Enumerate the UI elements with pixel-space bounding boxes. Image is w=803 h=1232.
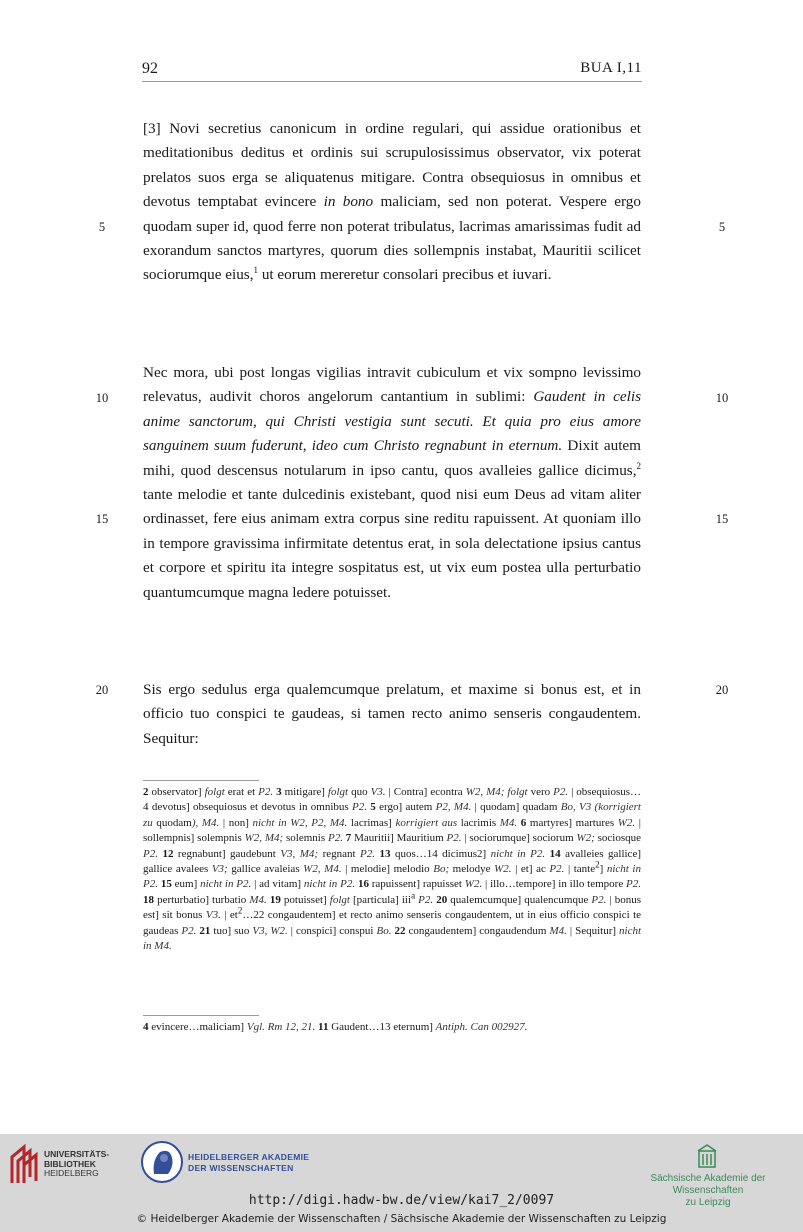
text-run: lacrimis <box>457 816 500 829</box>
saw-line-1: Sächsische Akademie der Wissenschaften <box>650 1173 766 1196</box>
text-run: observator] <box>148 786 205 798</box>
text-run: Bo. <box>376 924 392 937</box>
ub-line-2: BIBLIOTHEK <box>44 1158 96 1169</box>
text-run: P2. <box>549 863 565 876</box>
text-run: Mauritii] Mauritium <box>351 832 447 845</box>
text-run: P2. <box>591 893 607 906</box>
copyright-notice: © Heidelberger Akademie der Wissenschaften / Sächsische Akademie der Wissenschaften zu Leipzig <box>136 1213 667 1225</box>
text-run: V3, M4; <box>280 847 319 860</box>
text-run: congaudentem] congaudendum <box>405 924 550 937</box>
text-run: ergo] autem <box>375 801 436 814</box>
text-run: nicht in P2. <box>490 847 546 860</box>
text-run: 19 <box>269 893 281 906</box>
text-run: 12 <box>162 847 174 860</box>
text-run: quo <box>348 786 371 798</box>
line-number-right-10: 10 <box>715 391 729 405</box>
text-run: | ad vitam] <box>251 878 304 891</box>
text-run: mitigare] <box>281 786 328 798</box>
text-run: | conspici] conspui <box>287 924 377 937</box>
text-run: folgt <box>204 786 225 798</box>
text-run: melodye <box>449 863 495 876</box>
text-run: nicht in P2. <box>303 878 356 891</box>
hadw-line-1: HEIDELBERGER AKADEMIE <box>188 1152 310 1162</box>
academy-seal-icon <box>140 1140 184 1184</box>
text-run: V3. <box>205 909 221 922</box>
text-run: qualemcumque] qualencumque <box>447 893 592 906</box>
permalink-url[interactable]: http://digi.hadw-bw.de/view/kai7_2/0097 <box>248 1193 555 1208</box>
text-run: W2, M4. <box>303 863 342 876</box>
text-run: ), M4. <box>191 816 220 829</box>
source-notes <box>143 1020 641 1035</box>
text-run: 21 <box>199 924 211 937</box>
header-rule <box>142 81 642 82</box>
text-run: …22 congaudentem] et recto animo senseris congaudentem, ut in eius officio conspici te gaudeas <box>143 909 642 937</box>
text-run: 4 <box>143 1021 149 1033</box>
text-run: V3, W2. <box>252 924 288 937</box>
text-run: quos…14 dicimus2] <box>390 847 491 860</box>
text-run: eum] <box>171 878 201 891</box>
text-run: Antiph. Can 002927. <box>435 1021 528 1033</box>
text-run: M4. <box>499 816 518 829</box>
line-number-left-5: 5 <box>98 220 106 234</box>
text-run: 1 <box>253 265 259 276</box>
text-run: [3] Novi secretius canonicum in ordine regulari, qui assidue orationibus et meditationibus deditus et ordinis sui scrupulosissimus observator, vix poterat prelatos suos erga se aliquatenus mitigare. Contra obsequiosus in omnibus et devotus temptabat evincere <box>143 120 641 211</box>
text-run: | quodam] quadam <box>471 801 561 814</box>
text-run: 2 <box>237 905 243 916</box>
text-run: V3; <box>211 863 228 876</box>
text-run: W2. <box>494 863 512 876</box>
text-run: 22 <box>394 924 406 937</box>
text-run: tuo] suo <box>210 924 253 937</box>
text-run: quodam <box>152 816 192 829</box>
text-run: | obsequiosus…4 devotus] obsequiosus et devotus in omnibus <box>143 786 642 814</box>
text-run: | bonus est] sit bonus <box>143 893 642 922</box>
text-run: sociosque <box>594 832 641 845</box>
text-run: folgt <box>327 786 349 798</box>
text-run: lacrimas] <box>347 816 396 829</box>
paragraph-2 <box>143 361 641 605</box>
text-run: Bo, V3 (korrigiert zu <box>143 801 641 829</box>
text-run: W2, M4; <box>244 832 284 845</box>
text-run: 14 <box>549 847 561 860</box>
text-run: M4. <box>549 924 567 937</box>
text-run: P2. <box>258 786 274 798</box>
critical-apparatus <box>143 785 641 954</box>
text-run: W2. <box>617 816 636 829</box>
text-run: | sociorumque] sociorum <box>461 832 577 845</box>
text-run: P2. <box>351 801 367 814</box>
text-run: nicht in W2, P2, M4. <box>252 816 348 829</box>
text-run: 20 <box>436 893 448 906</box>
text-run: P2. <box>446 832 462 845</box>
text-run: P2. <box>143 847 158 860</box>
paragraph-1 <box>143 117 641 288</box>
line-number-left-15: 15 <box>95 512 109 526</box>
university-library-name <box>44 1150 109 1179</box>
text-run: Dixit autem mihi, quod descensus notularum in ipso cantu, quos avalleies gallice dicimus, <box>143 437 641 479</box>
sources-rule <box>143 1015 259 1016</box>
text-run: a <box>411 890 416 901</box>
line-number-right-15: 15 <box>715 512 729 526</box>
text-run: | sollempnis] solempnis <box>143 816 641 845</box>
text-run: solemnis <box>283 832 328 845</box>
text-run: nicht in P2. <box>143 863 641 891</box>
text-run: 5 <box>370 801 376 814</box>
line-number-left-20: 20 <box>95 683 109 697</box>
ub-line-3: HEIDELBERG <box>44 1168 99 1178</box>
text-run: martyres] martures <box>526 816 618 829</box>
text-run: Gaudent…13 eternum] <box>328 1021 436 1033</box>
page-number: 92 <box>142 60 158 77</box>
text-run: M4. <box>249 893 267 906</box>
text-run: | Sequitur] <box>566 924 620 937</box>
text-run: Nec mora, ubi post longas vigilias intravit cubiculum et vix sompno levissimo relevatus, audivit choros angelorum cantantium in sublimi: <box>143 364 641 406</box>
text-run: 3 <box>276 786 282 798</box>
text-run: W2; <box>576 832 595 845</box>
text-run: V3. <box>370 786 386 798</box>
text-run: W2, M4; folgt <box>465 786 528 798</box>
ub-line-1: UNIVERSITÄTS- <box>44 1149 110 1159</box>
heidelberg-academy-name <box>188 1152 309 1173</box>
text-run: Sis ergo sedulus erga qualemcumque prelatum, et maxime si bonus est, et in officio tuo conspici te gaudeas, si tamen recto animo senseris congaudentem. Sequitur: <box>143 681 641 747</box>
text-run: gallice avaleias <box>227 863 304 876</box>
line-number-right-5: 5 <box>718 220 726 234</box>
text-run: P2. <box>553 786 569 798</box>
text-run: | non] <box>219 816 253 829</box>
paragraph-3 <box>143 678 641 751</box>
text-run: in bono <box>323 193 374 211</box>
line-number-left-10: 10 <box>95 391 109 405</box>
text-run: P2, M4. <box>435 801 472 814</box>
university-library-logo-icon <box>10 1143 40 1185</box>
text-run: 11 <box>318 1021 329 1033</box>
text-run: Gaudent in celis anime sanctorum, qui Christi vestigia sunt secuti. Et quia pro eius amore sanguinem suum fuderunt, ideo cum Christo regnabunt in eternum. <box>143 388 641 455</box>
text-run: P2. <box>181 924 197 937</box>
text-run: P2. <box>327 832 343 845</box>
text-run: | illo…tempore] in illo tempore <box>482 878 627 891</box>
apparatus-rule <box>143 780 259 781</box>
text-run: korrigiert aus <box>395 816 458 829</box>
text-run: evincere…maliciam] <box>148 1021 247 1033</box>
text-run: ] <box>599 863 607 876</box>
text-run: P2. <box>360 847 375 860</box>
text-run: erat et <box>224 786 259 798</box>
text-run: P2. <box>626 878 642 891</box>
text-run: potuisset] <box>280 893 330 906</box>
text-run: | tante <box>564 863 596 876</box>
text-run: [particula] iii <box>349 893 412 906</box>
text-run: regnabunt] gaudebunt <box>173 847 281 860</box>
text-run: | et] ac <box>511 863 550 876</box>
text-run: Bo; <box>433 863 450 876</box>
text-run: folgt <box>329 893 350 906</box>
text-run: avalleies gallice] gallice avalees <box>143 847 641 876</box>
text-run: 15 <box>160 878 172 891</box>
text-run: nicht in P2. <box>200 878 252 891</box>
text-run: 7 <box>345 832 352 845</box>
text-run: vero <box>527 786 554 798</box>
text-run: 18 <box>143 893 154 906</box>
running-head: BUA I,11 <box>580 60 642 76</box>
text-run: P2. <box>418 893 434 906</box>
text-run: 16 <box>357 878 369 891</box>
text-run: Vgl. Rm 12, 21. <box>246 1021 316 1033</box>
line-number-right-20: 20 <box>715 683 729 697</box>
text-run: W2. <box>464 878 483 891</box>
text-run: | melodie] melodio <box>341 863 434 876</box>
text-run: regnant <box>318 847 361 860</box>
text-run: nicht in M4. <box>143 924 642 953</box>
text-run: | Contra] econtra <box>385 786 466 798</box>
text-run: 2 <box>595 859 600 870</box>
text-run: ut eorum mereretur consolari precibus et iuvari. <box>258 266 552 284</box>
text-run: 6 <box>520 816 527 829</box>
text-run: rapuissent] rapuisset <box>368 878 465 891</box>
text-run: perturbatio] turbatio <box>154 893 250 906</box>
text-run: maliciam, sed non poterat. Vespere ergo quodam super id, quod ferre non poterat tribulatus, lacrimas amarissimas fudit ad exorandum sanctos martyres, quorum dies sollempnis instabat, Mauritii scilicet sociorumque eius, <box>143 193 641 284</box>
text-run: 2 <box>636 460 641 471</box>
text-run: 13 <box>379 847 391 860</box>
saxon-academy-logo-icon <box>697 1143 717 1169</box>
saw-line-2: zu Leipzig <box>685 1197 731 1208</box>
text-run: 2 <box>143 786 149 798</box>
text-run: | et <box>220 909 238 922</box>
hadw-line-2: DER WISSENSCHAFTEN <box>188 1162 294 1173</box>
text-run: tante melodie et tante dulcedinis existebant, quod nisi eum Deus ad vitam aliter ordinasset, fere eius animam extra corpus sine reditu rapuissent. At quoniam illo in tempore gravissima infirmitate detentus erat, in sola delectatione ipsius cantus et corpore et spiritu ita integre sospitatus est, ut vix eum postea ulla perturbatio quantumcumque magna ledere potuisset. <box>143 486 641 601</box>
